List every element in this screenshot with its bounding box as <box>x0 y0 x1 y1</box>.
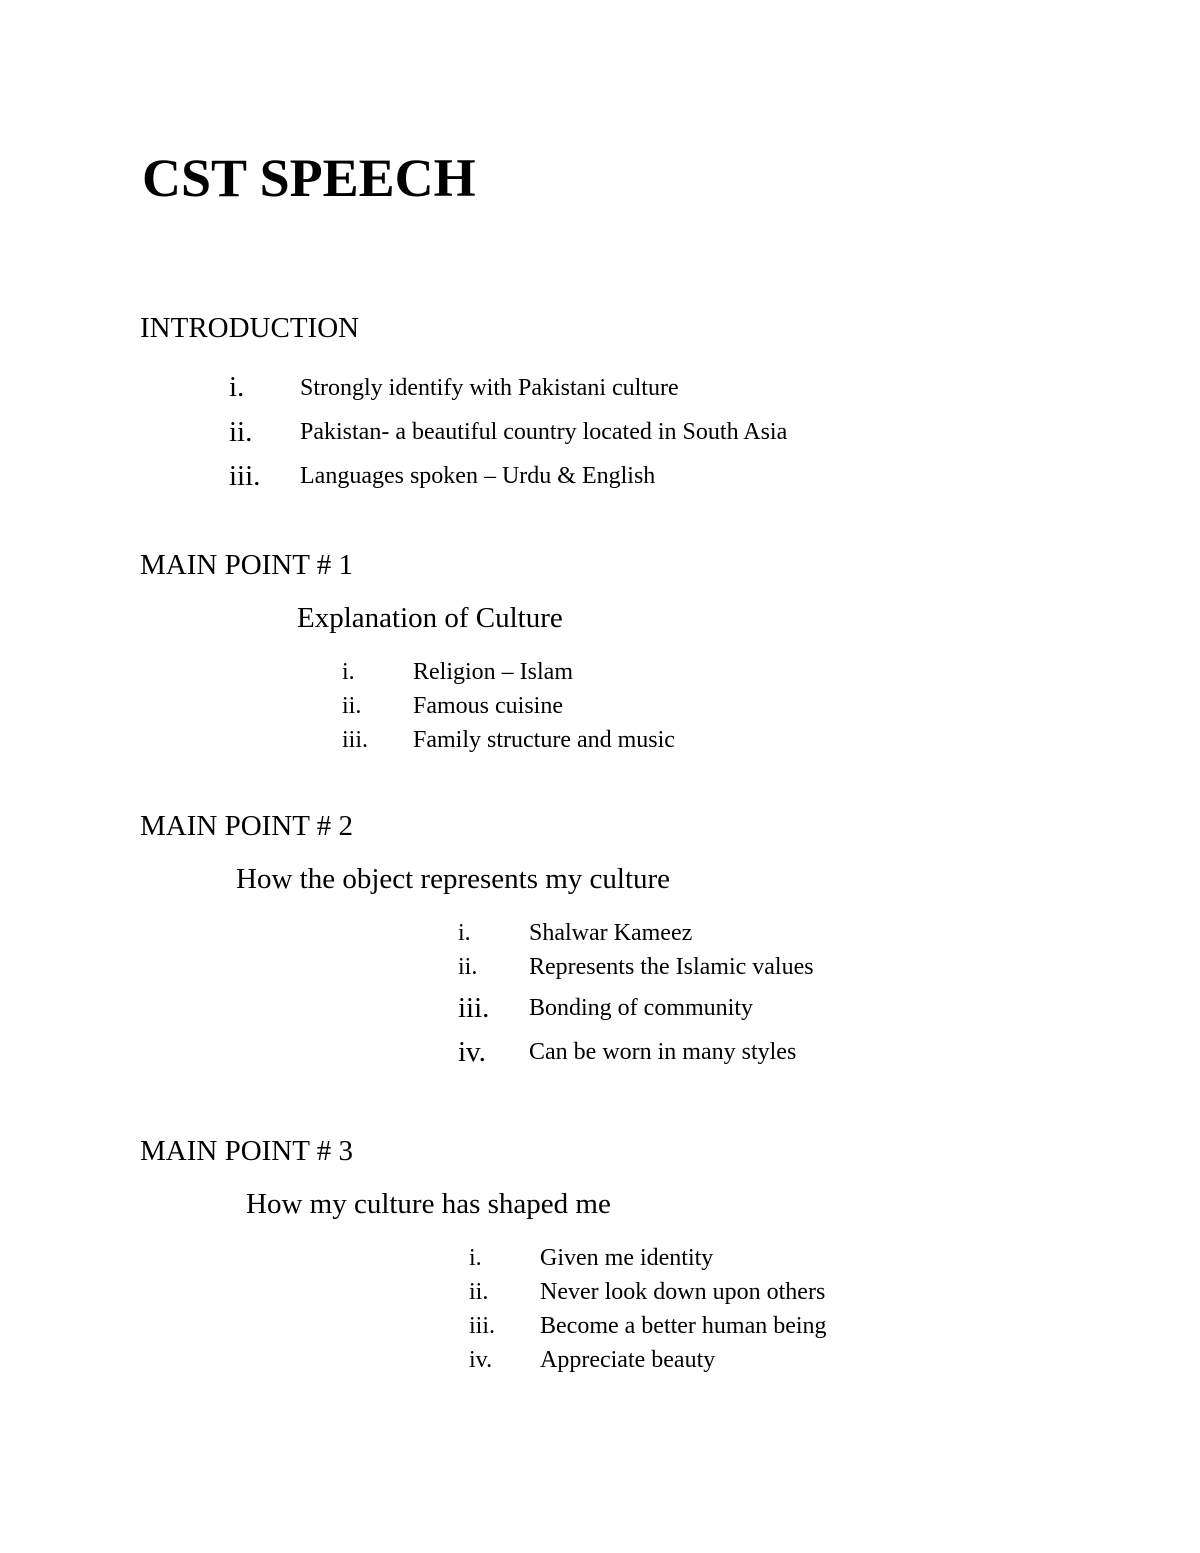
mp3-item-3-marker: iii. <box>469 1313 496 1339</box>
mp3-item-1-text: Given me identity <box>540 1245 714 1271</box>
intro-item-3-marker: iii. <box>229 460 261 492</box>
mp1-item-3-text: Family structure and music <box>413 727 675 753</box>
mp3-item-4-text: Appreciate beauty <box>540 1347 716 1373</box>
mp1-item-1-text: Religion – Islam <box>413 659 573 685</box>
mp2-item-3-text: Bonding of community <box>529 995 753 1021</box>
mp2-item-2-text: Represents the Islamic values <box>529 954 814 980</box>
mp2-item-1-text: Shalwar Kameez <box>529 920 693 946</box>
mp3-item-2-text: Never look down upon others <box>540 1279 826 1305</box>
mp2-item-2-marker: ii. <box>458 954 478 980</box>
mp1-item-2-text: Famous cuisine <box>413 693 563 719</box>
page-title: CST SPEECH <box>142 148 476 208</box>
mp3-item-4-marker: iv. <box>469 1347 493 1373</box>
intro-item-1-text: Strongly identify with Pakistani culture <box>300 375 679 401</box>
main-point-1-subheading: Explanation of Culture <box>297 602 563 634</box>
intro-item-2-text: Pakistan- a beautiful country located in South Asia <box>300 419 788 445</box>
intro-item-1-marker: i. <box>229 371 245 403</box>
main-point-3-subheading: How my culture has shaped me <box>246 1188 611 1220</box>
mp3-item-3-text: Become a better human being <box>540 1313 827 1339</box>
mp1-item-1-marker: i. <box>342 659 355 685</box>
main-point-2-heading: MAIN POINT # 2 <box>140 810 353 842</box>
mp2-item-4-text: Can be worn in many styles <box>529 1039 797 1065</box>
main-point-2-subheading: How the object represents my culture <box>236 863 671 895</box>
mp1-item-3-marker: iii. <box>342 727 369 753</box>
mp1-item-2-marker: ii. <box>342 693 362 719</box>
mp2-item-4-marker: iv. <box>458 1036 486 1068</box>
mp3-item-2-marker: ii. <box>469 1279 489 1305</box>
mp2-item-3-marker: iii. <box>458 992 490 1024</box>
introduction-heading: INTRODUCTION <box>140 312 360 344</box>
main-point-1-heading: MAIN POINT # 1 <box>140 549 353 581</box>
mp3-item-1-marker: i. <box>469 1245 482 1271</box>
intro-item-3-text: Languages spoken – Urdu & English <box>300 463 656 489</box>
mp2-item-1-marker: i. <box>458 920 471 946</box>
main-point-3-heading: MAIN POINT # 3 <box>140 1135 353 1167</box>
intro-item-2-marker: ii. <box>229 416 253 448</box>
